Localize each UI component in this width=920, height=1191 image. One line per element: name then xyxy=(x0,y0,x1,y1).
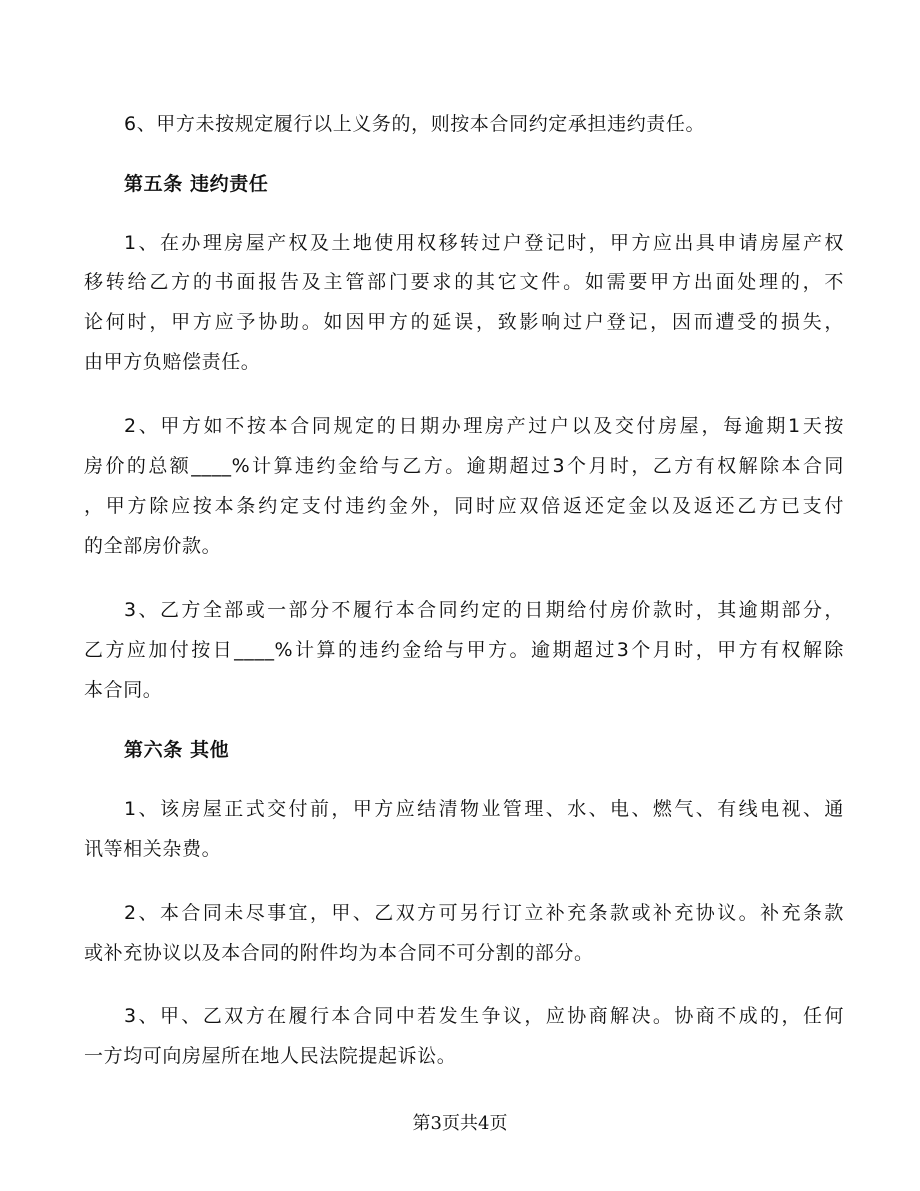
s6-item3-line1: 3、甲、乙双方在履行本合同中若发生争议，应协商解决。协商不成的，任何 xyxy=(124,1005,844,1027)
s5-item1-line3: 论何时，甲方应予协助。如因甲方的延误，致影响过户登记，因而遭受的损失， xyxy=(84,311,844,333)
s5-item3-line3: 本合同。 xyxy=(84,679,163,701)
s5-item2-line1: 2、甲方如不按本合同规定的日期办理房产过户以及交付房屋，每逾期1天按 xyxy=(124,415,844,437)
s6-item2-line1: 2、本合同未尽事宜，甲、乙双方可另行订立补充条款或补充协议。补充条款 xyxy=(124,902,844,924)
section-5-title: 第五条 违约责任 xyxy=(124,173,269,195)
s6-item1-line1: 1、该房屋正式交付前，甲方应结清物业管理、水、电、燃气、有线电视、通 xyxy=(124,798,844,820)
s5-item1-line4: 由甲方负赔偿责任。 xyxy=(84,351,261,373)
s6-item3-line2: 一方均可向房屋所在地人民法院提起诉讼。 xyxy=(84,1045,457,1067)
s6-item2-line2: 或补充协议以及本合同的附件均为本合同不可分割的部分。 xyxy=(84,942,594,964)
s5-item2-line3: ，甲方除应按本条约定支付违约金外，同时应双倍返还定金以及返还乙方已支付 xyxy=(84,495,844,517)
s5-item1-line2: 移转给乙方的书面报告及主管部门要求的其它文件。如需要甲方出面处理的，不 xyxy=(84,271,844,293)
s5-item2-line2: 房价的总额____%计算违约金给与乙方。逾期超过3个月时，乙方有权解除本合同 xyxy=(84,455,844,477)
section-6-title: 第六条 其他 xyxy=(124,739,230,761)
page-number-footer: 第3页共4页 xyxy=(412,1113,508,1134)
s6-item1-line2: 讯等相关杂费。 xyxy=(84,838,222,860)
s5-item1-line1: 1、在办理房屋产权及土地使用权移转过户登记时，甲方应出具申请房屋产权 xyxy=(124,232,844,254)
paragraph-item-6: 6、甲方未按规定履行以上义务的，则按本合同约定承担违约责任。 xyxy=(124,113,706,135)
s5-item3-line2: 乙方应加付按日____%计算的违约金给与甲方。逾期超过3个月时，甲方有权解除 xyxy=(84,639,844,661)
s5-item3-line1: 3、乙方全部或一部分不履行本合同约定的日期给付房价款时，其逾期部分， xyxy=(124,599,844,621)
s5-item2-line4: 的全部房价款。 xyxy=(84,535,222,557)
